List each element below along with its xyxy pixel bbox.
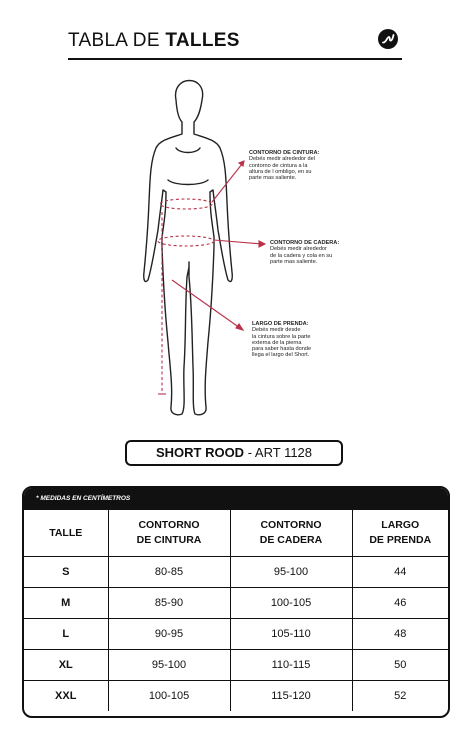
length-cell: 44: [352, 557, 448, 588]
length-annotation: [252, 321, 311, 359]
hip-heading: CONTORNO DE CADERA:: [270, 240, 340, 246]
header-waist: [108, 510, 230, 557]
length-line-4: para saber hasta donde: [252, 346, 312, 353]
waist-cell: 95-100: [108, 650, 230, 681]
table-row: [24, 650, 448, 681]
size-cell: M: [24, 588, 108, 619]
units-note: * MEDIDAS EN CENTÍMETROS: [24, 488, 448, 510]
waist-line-2: contorno de cintura a la: [249, 162, 308, 169]
waist-cell: 80-85: [108, 557, 230, 588]
length-line-1: Debés medir desde: [252, 327, 301, 334]
length-cell: 46: [352, 588, 448, 619]
length-heading: LARGO DE PRENDA:: [252, 321, 309, 327]
header-waist-line-1: CONTORNO: [138, 519, 200, 531]
length-line-3: externa de la pierna: [252, 339, 302, 346]
hip-cell: 115-120: [230, 681, 352, 712]
waist-line-3: altura de l ombligo, en su: [249, 168, 312, 175]
hip-line-1: Debés medir alrededor: [270, 246, 327, 253]
size-table-card: [22, 486, 450, 718]
size-cell: L: [24, 619, 108, 650]
table-header-row: [24, 510, 448, 557]
brand-logo-icon: [378, 29, 398, 49]
table-row: [24, 588, 448, 619]
body-silhouette-illustration: [0, 62, 464, 432]
size-cell: XXL: [24, 681, 108, 712]
size-cell: XL: [24, 650, 108, 681]
product-separator: -: [244, 445, 255, 460]
waist-line-4: parte mas saliente.: [249, 175, 297, 182]
waist-cell: 90-95: [108, 619, 230, 650]
waist-cell: 100-105: [108, 681, 230, 712]
hip-annotation: [270, 240, 339, 265]
hip-cell: 110-115: [230, 650, 352, 681]
hip-line-2: de la cadera y cola en su: [270, 252, 333, 259]
hip-line-3: parte mas saliente.: [270, 258, 318, 265]
length-cell: 48: [352, 619, 448, 650]
product-label: [125, 440, 343, 466]
page-header: [68, 28, 402, 60]
length-cell: 52: [352, 681, 448, 712]
header-hip-line-1: CONTORNO: [260, 519, 322, 531]
title-prefix: TABLA DE: [68, 30, 160, 51]
hip-cell: 95-100: [230, 557, 352, 588]
length-line-2: la cintura sobre la parte: [252, 333, 311, 340]
header-hip: [230, 510, 352, 557]
header-length: [352, 510, 448, 557]
header-waist-line-2: DE CINTURA: [136, 534, 202, 546]
size-table: [24, 510, 448, 711]
table-row: [24, 619, 448, 650]
page-title: [68, 30, 240, 52]
title-bold: TALLES: [165, 30, 240, 51]
header-length-line-2: DE PRENDA: [369, 534, 432, 546]
header-size: [24, 510, 108, 557]
product-article: ART 1128: [254, 445, 313, 460]
header-length-line-1: LARGO: [381, 519, 420, 531]
table-row: [24, 557, 448, 588]
waist-heading: CONTORNO DE CINTURA:: [249, 150, 320, 156]
waist-line-1: Debés medir alrededor del: [249, 156, 315, 163]
hip-cell: 105-110: [230, 619, 352, 650]
size-cell: S: [24, 557, 108, 588]
waist-annotation: [249, 150, 319, 181]
header-size-label: TALLE: [49, 526, 83, 539]
length-line-5: llega el largo del Short.: [252, 352, 310, 359]
hip-cell: 100-105: [230, 588, 352, 619]
length-cell: 50: [352, 650, 448, 681]
header-hip-line-2: DE CADERA: [259, 534, 323, 546]
table-row: [24, 681, 448, 712]
waist-cell: 85-90: [108, 588, 230, 619]
measurement-figure: [0, 62, 464, 432]
product-name: SHORT ROOD: [155, 445, 245, 460]
